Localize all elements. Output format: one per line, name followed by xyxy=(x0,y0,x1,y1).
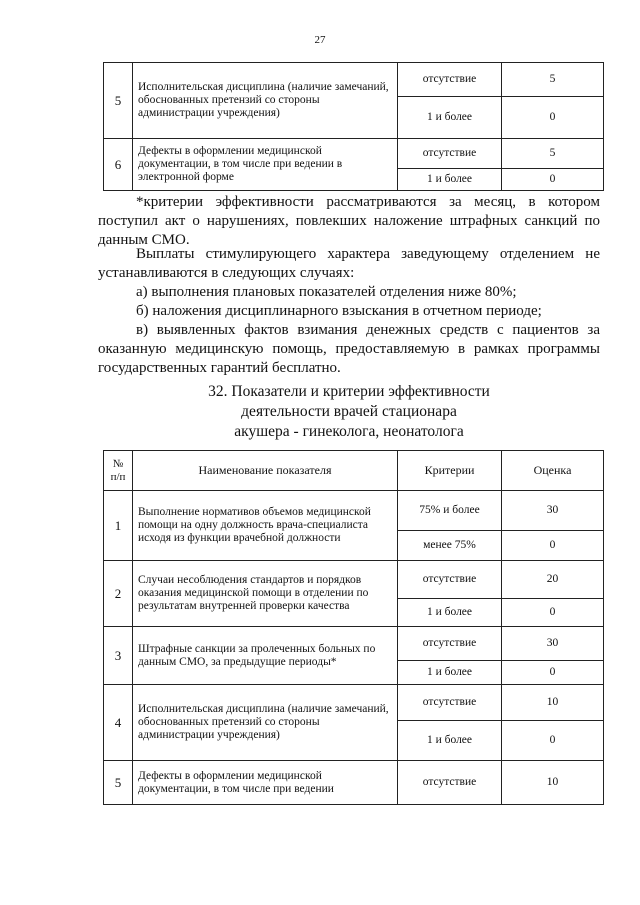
header-name: Наименование показателя xyxy=(133,451,398,491)
header-score: Оценка xyxy=(502,451,604,491)
list-item: а) выполнения плановых показателей отделения ниже 80%; xyxy=(136,284,517,300)
criterion: менее 75% xyxy=(398,531,502,561)
page-number: 27 xyxy=(314,34,326,46)
row-number: 1 xyxy=(104,491,133,561)
criterion: 75% и более xyxy=(398,491,502,531)
body-paragraph: Выплаты стимулирующего характера заведующему отделением не устанавливаются в следующих случаях: xyxy=(98,246,600,281)
header-num: № п/п xyxy=(104,451,133,491)
table-row xyxy=(104,491,604,531)
indicator-name: Штрафные санкции за пролеченных больных по данным СМО, за предыдущие периоды* xyxy=(133,627,398,685)
criterion: отсутствие xyxy=(398,761,502,805)
table-row xyxy=(104,685,604,721)
criterion: отсутствие xyxy=(398,627,502,661)
table-row xyxy=(104,63,604,97)
score: 0 xyxy=(502,661,604,685)
score: 20 xyxy=(502,561,604,599)
criteria-table-continuation xyxy=(103,62,604,191)
criterion: отсутствие xyxy=(398,685,502,721)
score: 0 xyxy=(502,531,604,561)
criterion: 1 и более xyxy=(398,721,502,761)
score: 0 xyxy=(502,721,604,761)
row-number: 4 xyxy=(104,685,133,761)
list-item: б) наложения дисциплинарного взыскания в отчетном периоде; xyxy=(136,303,542,319)
criterion: отсутствие xyxy=(398,561,502,599)
header-criteria: Критерии xyxy=(398,451,502,491)
score: 0 xyxy=(502,169,604,191)
score: 0 xyxy=(502,599,604,627)
table-row xyxy=(104,139,604,169)
criterion: 1 и более xyxy=(398,599,502,627)
criterion: 1 и более xyxy=(398,169,502,191)
heading-line: акушера - гинеколога, неонатолога xyxy=(234,423,464,440)
table-row xyxy=(104,761,604,805)
score: 30 xyxy=(502,491,604,531)
row-number: 2 xyxy=(104,561,133,627)
indicator-name: Исполнительская дисциплина (наличие замечаний, обоснованных претензий со стороны администрации учреждения) xyxy=(133,63,398,139)
indicator-name: Дефекты в оформлении медицинской документации, в том числе при ведении в электронной форме xyxy=(133,139,398,191)
criterion: 1 и более xyxy=(398,97,502,139)
criterion: 1 и более xyxy=(398,661,502,685)
score: 10 xyxy=(502,685,604,721)
indicator-name: Случаи несоблюдения стандартов и порядков оказания медицинской помощи в отделении по результатам внутренней проверки качества xyxy=(133,561,398,627)
footnote-paragraph: *критерии эффективности рассматриваются за месяц, в котором поступил акт о нарушениях, повлекших наложение штрафных санкций по данным СМО. xyxy=(98,194,600,248)
list-item: в) выявленных фактов взимания денежных средств с пациентов за оказанную медицинскую помощь, предоставляемую в рамках программы государственных гарантий бесплатно. xyxy=(98,322,600,376)
score: 5 xyxy=(502,139,604,169)
score: 10 xyxy=(502,761,604,805)
row-number: 6 xyxy=(104,139,133,191)
indicator-name: Дефекты в оформлении медицинской документации, в том числе при ведении xyxy=(133,761,398,805)
table-row xyxy=(104,627,604,661)
heading-line: 32. Показатели и критерии эффективности xyxy=(208,383,490,400)
indicator-name: Выполнение нормативов объемов медицинской помощи на одну должность врача-специалиста исходя из функции врачебной должности xyxy=(133,491,398,561)
criteria-table xyxy=(103,450,604,805)
score: 5 xyxy=(502,63,604,97)
criterion: отсутствие xyxy=(398,139,502,169)
score: 30 xyxy=(502,627,604,661)
row-number: 3 xyxy=(104,627,133,685)
row-number: 5 xyxy=(104,63,133,139)
criterion: отсутствие xyxy=(398,63,502,97)
heading-line: деятельности врачей стационара xyxy=(241,403,457,420)
score: 0 xyxy=(502,97,604,139)
row-number: 5 xyxy=(104,761,133,805)
table-row xyxy=(104,561,604,599)
indicator-name: Исполнительская дисциплина (наличие замечаний, обоснованных претензий со стороны администрации учреждения) xyxy=(133,685,398,761)
table-header-row xyxy=(104,451,604,491)
section-heading xyxy=(98,382,600,442)
